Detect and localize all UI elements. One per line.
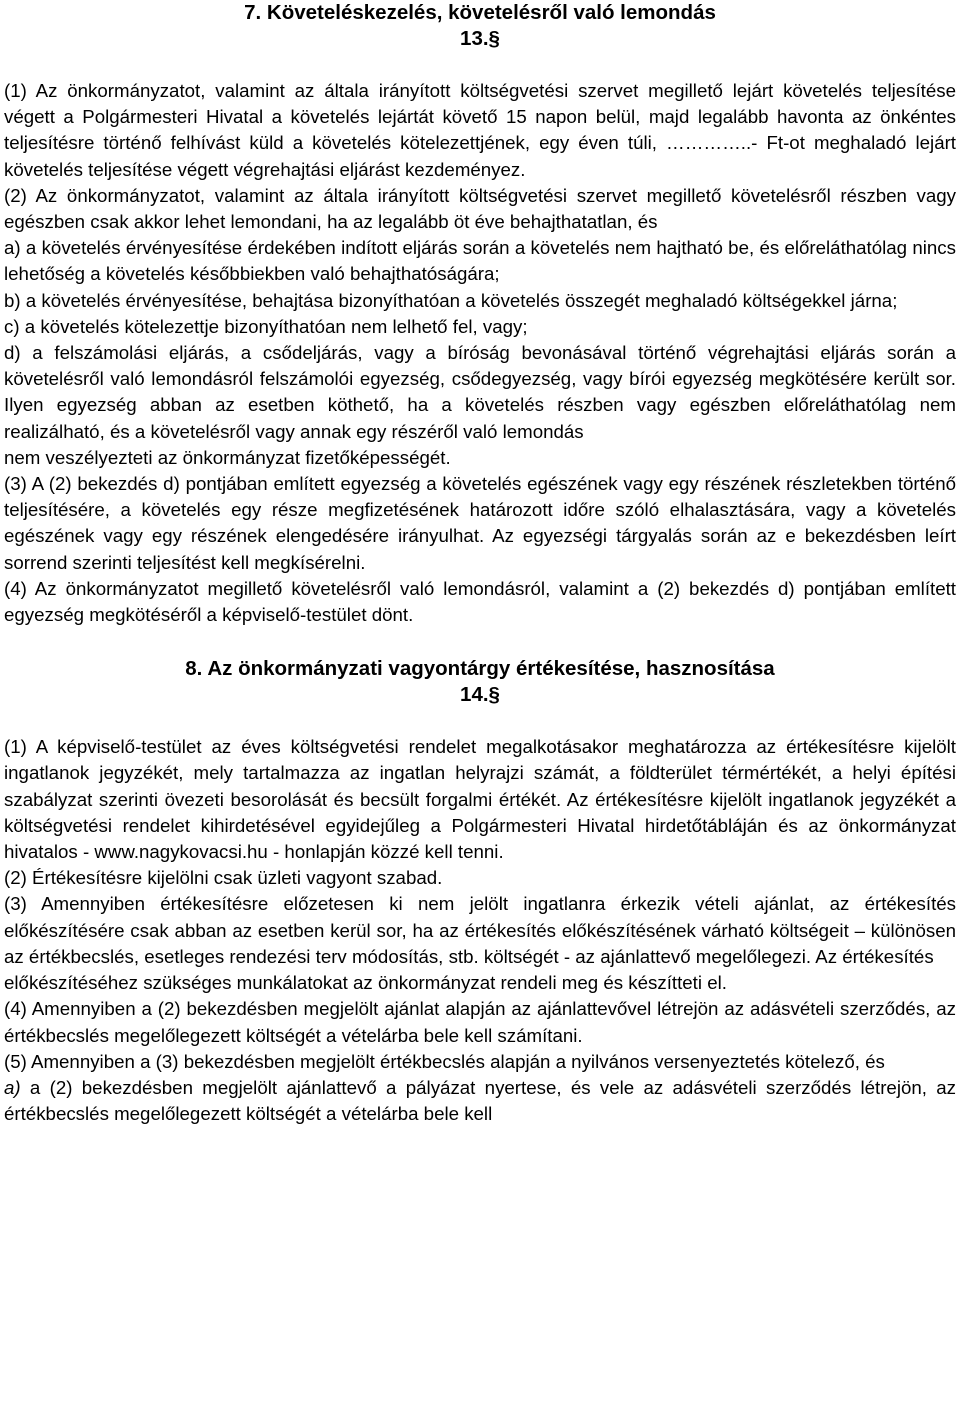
point-letter: a) xyxy=(4,1076,21,1098)
paragraph-14-5: (5) Amennyiben a (3) bekezdésben megjelölt értékbecslés alapján a nyilvános versenyeztetés kötelező, és xyxy=(4,1050,885,1072)
paragraph-14-3: (3) Amennyiben értékesítésre előzetesen ki nem jelölt ingatlanra érkezik vételi ajánlat, az értékesítés előkészítésére csak abban az esetben kerül sor, ha az értékesítés előkészítésének várható költségeit – különösen az értékbecslés, esetleges rendezési terv módosítás, stb. költségét - az ajánlattevő megelőlegezi. Az értékesítés xyxy=(4,893,956,967)
spacer xyxy=(4,52,956,78)
section-7-title: 7. Követeléskezelés, követelésről való lemondás xyxy=(244,1,716,24)
paragraph-14-5-a-text: a (2) bekezdésben megjelölt ajánlattevő a pályázat nyertese, és vele az adásvételi szerződés létrejön, az értékbecslés megelőlegezett költségét a vételárba bele kell xyxy=(4,1076,956,1125)
paragraph-13-2-d-cont: nem veszélyezteti az önkormányzat fizetőképességét. xyxy=(4,446,451,468)
paragraph-13-4: (4) Az önkormányzatot megillető követelésről való lemondásról, valamint a (2) bekezdés d) pontjában említett egyezség megkötéséről a képviselő-testület dönt. xyxy=(4,577,956,626)
paragraph-13-2-c: c) a követelés kötelezettje bizonyíthatóan nem lelhető fel, vagy; xyxy=(4,315,528,337)
paragraph-13-number: 13.§ xyxy=(460,27,500,50)
paragraph-14-4: (4) Amennyiben a (2) bekezdésben megjelölt ajánlat alapján az ajánlattevővel létrejön az adásvételi szerződés, az értékbecslés megelőlegezett költségét a vételárba bele kell számítani. xyxy=(4,998,956,1046)
paragraph-14-1: (1) A képviselő-testület az éves költségvetési rendelet megalkotásakor meghatározza az értékesítésre kijelölt ingatlanok jegyzékét, mely tartalmazza az ingatlan helyrajzi számát, a földterület térmértékét, a helyi építési szabályzat szerinti övezeti besorolását és becsült forgalmi értékét. Az értékesítésre kijelölt ingatlanok jegyzékét a költségvetési rendelet kihirdetésével egyidejűleg a Polgármesteri Hivatal hirdetőtábláján és az önkormányzat hivatalos - www.nagykovacsi.hu - honlapján közzé kell tenni. xyxy=(4,736,956,863)
paragraph-13-2: (2) Az önkormányzatot, valamint az általa irányított költségvetési szervet megillető követelésről részben vagy egészben csak akkor lehet lemondani, ha az legalább öt éve behajthatatlan, és xyxy=(4,184,956,233)
paragraph-13-1: (1) Az önkormányzatot, valamint az általa irányított költségvetési szervet megillető lejárt követelés teljesítése végett a Polgármesteri Hivatal a követelés lejártát követő 15 napon belül, majd legalább havonta az önkéntes teljesítésre történő felhívást küld a követelés kötelezettjének, egy éven túli, …………..- Ft-ot meghaladó lejárt követelés teljesítése végett végrehajtási eljárást kezdeményez. xyxy=(4,80,956,180)
paragraph-13-2-a: a) a követelés érvényesítése érdekében indított eljárás során a követelés nem hajtható be, és előreláthatólag nincs lehetőség a követelés későbbiekben való behajthatóságára; xyxy=(4,237,956,285)
paragraph-13-3: (3) A (2) bekezdés d) pontjában említett egyezség a követelés egészének vagy egy részének részletekben történő teljesítésére, a követelés egy része megfizetésének határozott időre szóló elhalasztására, vagy a követelés egészének vagy egy részének elengedésére irányulhat. Az egyezségi tárgyalás során az e bekezdésben leírt sorrend szerinti teljesítést kell megkísérelni. xyxy=(4,473,956,573)
paragraph-14-number: 14.§ xyxy=(460,683,500,707)
paragraph-13-2-b: b) a követelés érvényesítése, behajtása bizonyíthatóan a követelés összegét meghaladó költségekkel járna; xyxy=(4,289,898,311)
section-8-title: 8. Az önkormányzati vagyontárgy értékesítése, hasznosítása xyxy=(185,657,775,681)
paragraph-14-3-cont: előkészítéséhez szükséges munkálatokat az önkormányzat rendeli meg és készítteti el. xyxy=(4,972,727,994)
paragraph-14-5-a xyxy=(4,1075,956,1127)
document-page xyxy=(4,0,956,1127)
paragraph-14-2: (2) Értékesítésre kijelölni csak üzleti vagyont szabad. xyxy=(4,867,443,889)
paragraph-13-2-d: d) a felszámolási eljárás, a csődeljárás, vagy a bíróság bevonásával történő végrehajtási eljárás során a követelésről való lemondásról felszámolói egyezség, csődegyezség, vagy bírói egyezség megkötésére került sor. Ilyen egyezség abban az esetben köthető, ha a követelés részben vagy egészben előreláthatólag nem realizálható, és a követelésről vagy annak egy részéről való lemondás xyxy=(4,342,956,442)
spacer xyxy=(4,708,956,734)
spacer xyxy=(4,628,956,656)
